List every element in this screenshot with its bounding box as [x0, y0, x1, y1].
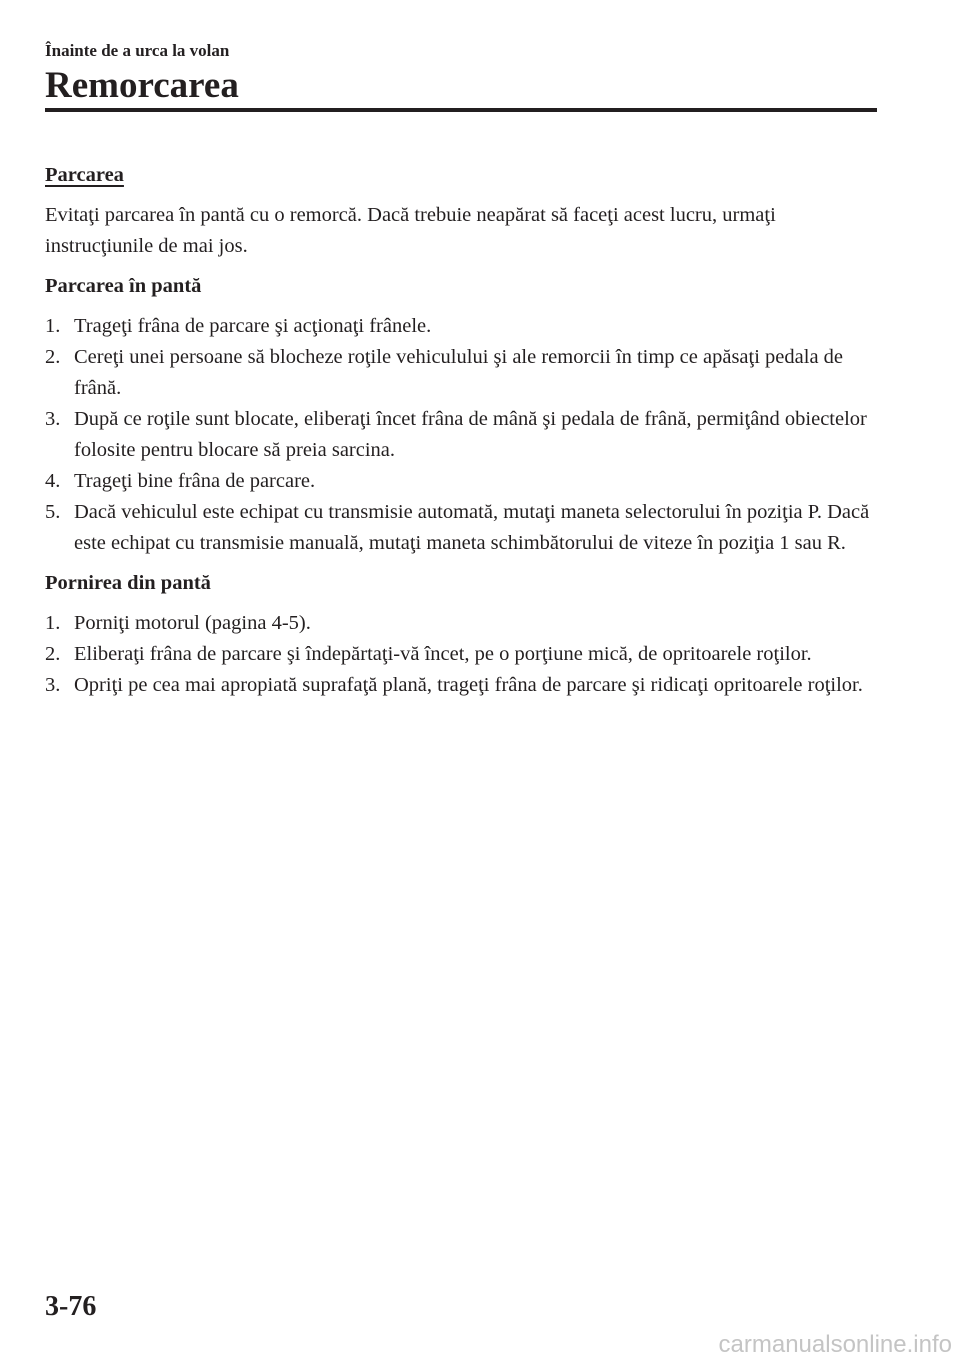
section-heading-parking: Parcarea	[45, 164, 124, 186]
watermark-text: carmanualsonline.info	[718, 1331, 952, 1358]
page-content	[45, 160, 877, 710]
page-number: 3-76	[45, 1291, 97, 1322]
steps-list-slope-parking	[45, 311, 877, 559]
step-number: 3.	[45, 408, 61, 430]
step-text: Trageţi frâna de parcare şi acţionaţi frânele.	[74, 315, 432, 337]
list-item	[45, 608, 877, 639]
intro-paragraph: Evitaţi parcarea în pantă cu o remorcă. Dacă trebuie neapărat să faceţi acest lucru, urmaţi instrucţiunile de mai jos.	[45, 204, 776, 257]
list-item	[45, 342, 877, 404]
step-text: Trageţi bine frâna de parcare.	[74, 470, 316, 492]
page-title: Remorcarea	[45, 65, 239, 106]
list-item	[45, 497, 877, 559]
section-heading-slope-start: Pornirea din pantă	[45, 572, 211, 594]
list-item	[45, 466, 877, 497]
step-text: Dacă vehiculul este echipat cu transmisie automată, mutaţi maneta selectorului în poziţia P. Dacă este echipat cu transmisie manuală, mutaţi maneta schimbătorului de viteze în poziţia 1 sau R.	[74, 501, 870, 554]
step-text: Opriţi pe cea mai apropiată suprafaţă plană, trageţi frâna de parcare şi ridicaţi opritoarele roţilor.	[74, 674, 863, 696]
step-text: Cereţi unei persoane să blocheze roţile vehiculului şi ale remorcii în timp ce apăsaţi pedala de frână.	[74, 346, 844, 399]
breadcrumb: Înainte de a urca la volan	[45, 41, 230, 60]
section-slope-start	[45, 568, 877, 701]
step-number: 3.	[45, 674, 61, 696]
header-divider	[45, 108, 877, 112]
section-parking	[45, 160, 877, 262]
step-number: 5.	[45, 501, 61, 523]
list-item	[45, 311, 877, 342]
step-number: 2.	[45, 643, 61, 665]
step-number: 1.	[45, 315, 61, 337]
section-slope-parking	[45, 271, 877, 559]
list-item	[45, 670, 877, 701]
list-item	[45, 639, 877, 670]
step-number: 4.	[45, 470, 61, 492]
page-header	[45, 40, 877, 108]
step-number: 1.	[45, 612, 61, 634]
steps-list-slope-start	[45, 608, 877, 701]
step-number: 2.	[45, 346, 61, 368]
list-item	[45, 404, 877, 466]
step-text: Porniţi motorul (pagina 4-5).	[74, 612, 311, 634]
step-text: Eliberaţi frâna de parcare şi îndepărtaţi-vă încet, pe o porţiune mică, de opritoarele roţilor.	[74, 643, 812, 665]
step-text: După ce roţile sunt blocate, eliberaţi încet frâna de mână şi pedala de frână, permiţând obiectelor folosite pentru blocare să preia sarcina.	[74, 408, 867, 461]
section-heading-slope-parking: Parcarea în pantă	[45, 275, 202, 297]
